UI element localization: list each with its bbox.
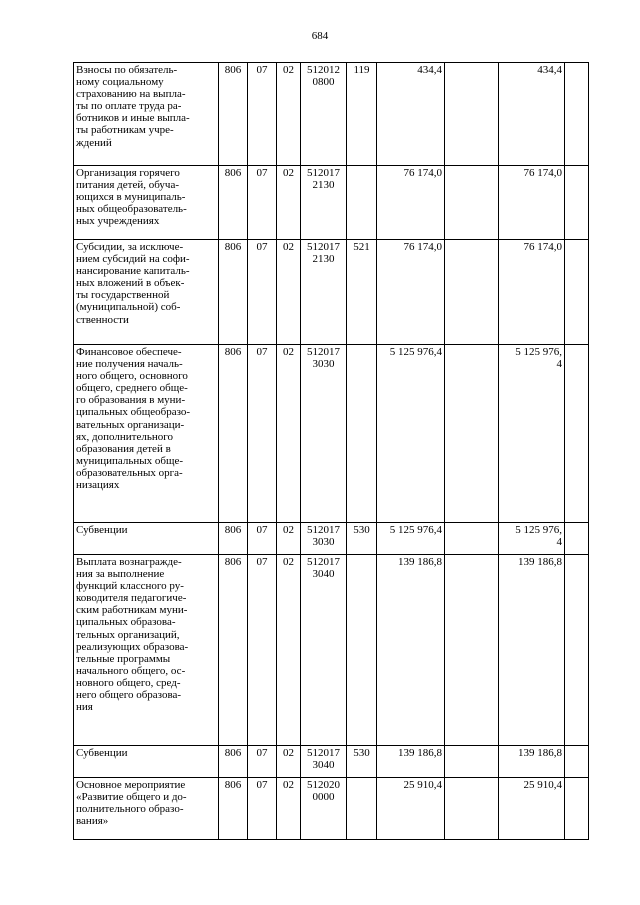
section-code: 07 — [248, 778, 277, 840]
target-code: 512017 2130 — [301, 166, 347, 240]
item-name: Организация горячего питания детей, обуча- ющихся в муниципаль- ных общеобразователь- ных учреждениях — [74, 166, 219, 240]
target-code: 512017 3030 — [301, 345, 347, 523]
expense-type-code: 530 — [347, 523, 377, 555]
amount-total: 5 125 976,4 — [377, 345, 445, 523]
amount-federal — [445, 555, 499, 746]
amount-total: 5 125 976,4 — [377, 523, 445, 555]
amount-extra — [565, 746, 589, 778]
ministry-code: 806 — [219, 240, 248, 345]
amount-total: 434,4 — [377, 63, 445, 166]
item-name: Выплата вознагражде- ния за выполнение функций классного ру- ководителя педагогиче- ским работникам муни- ципальных образова- тельных организаций, реализующих образова- тельные программы начального общего, ос- новного общего, сред- него общего образова- ния — [74, 555, 219, 746]
expense-type-code — [347, 778, 377, 840]
amount-regional: 76 174,0 — [499, 166, 565, 240]
item-name: Субсидии, за исключе- нием субсидий на софи- нансирование капиталь- ных вложений в объек- ты государственной (муниципальной) соб- ственности — [74, 240, 219, 345]
item-name: Субвенции — [74, 523, 219, 555]
ministry-code: 806 — [219, 345, 248, 523]
section-code: 07 — [248, 63, 277, 166]
section-code: 07 — [248, 746, 277, 778]
amount-regional: 25 910,4 — [499, 778, 565, 840]
amount-total: 76 174,0 — [377, 166, 445, 240]
amount-federal — [445, 746, 499, 778]
amount-total: 76 174,0 — [377, 240, 445, 345]
expense-type-code: 521 — [347, 240, 377, 345]
section-code: 07 — [248, 523, 277, 555]
amount-total: 139 186,8 — [377, 746, 445, 778]
ministry-code: 806 — [219, 555, 248, 746]
expense-type-code: 530 — [347, 746, 377, 778]
section-code: 07 — [248, 240, 277, 345]
subsection-code: 02 — [277, 778, 301, 840]
expense-type-code: 119 — [347, 63, 377, 166]
amount-extra — [565, 240, 589, 345]
amount-regional: 139 186,8 — [499, 555, 565, 746]
ministry-code: 806 — [219, 746, 248, 778]
subsection-code: 02 — [277, 555, 301, 746]
item-name: Субвенции — [74, 746, 219, 778]
target-code: 512017 3040 — [301, 555, 347, 746]
amount-extra — [565, 166, 589, 240]
subsection-code: 02 — [277, 746, 301, 778]
expense-type-code — [347, 345, 377, 523]
table-row — [74, 345, 589, 523]
amount-extra — [565, 555, 589, 746]
item-name: Финансовое обеспече- ние получения началь- ного общего, основного общего, среднего обще- го образования в муни- ципальных общеобразо- вательных организаци- ях, дополнительного образования детей в муниципальных обще- образовательных орга- низациях — [74, 345, 219, 523]
item-name: Взносы по обязатель- ному социальному страхованию на выпла- ты по оплате труда ра- ботников и иные выпла- ты работникам учре- ждений — [74, 63, 219, 166]
expense-type-code — [347, 555, 377, 746]
amount-federal — [445, 778, 499, 840]
amount-regional: 76 174,0 — [499, 240, 565, 345]
amount-federal — [445, 63, 499, 166]
amount-extra — [565, 778, 589, 840]
amount-regional: 434,4 — [499, 63, 565, 166]
amount-regional: 139 186,8 — [499, 746, 565, 778]
amount-extra — [565, 63, 589, 166]
table-row — [74, 778, 589, 840]
table-row — [74, 166, 589, 240]
subsection-code: 02 — [277, 240, 301, 345]
amount-federal — [445, 240, 499, 345]
amount-total: 25 910,4 — [377, 778, 445, 840]
amount-regional: 5 125 976, 4 — [499, 523, 565, 555]
budget-table — [73, 62, 589, 840]
amount-federal — [445, 523, 499, 555]
item-name: Основное мероприятие «Развитие общего и до- полнительного образо- вания» — [74, 778, 219, 840]
target-code: 512017 3040 — [301, 746, 347, 778]
target-code: 512020 0000 — [301, 778, 347, 840]
ministry-code: 806 — [219, 63, 248, 166]
amount-federal — [445, 166, 499, 240]
subsection-code: 02 — [277, 166, 301, 240]
amount-extra — [565, 345, 589, 523]
target-code: 512017 2130 — [301, 240, 347, 345]
table-row — [74, 523, 589, 555]
table-row — [74, 63, 589, 166]
section-code: 07 — [248, 166, 277, 240]
amount-total: 139 186,8 — [377, 555, 445, 746]
target-code: 512012 0800 — [301, 63, 347, 166]
table-row — [74, 746, 589, 778]
target-code: 512017 3030 — [301, 523, 347, 555]
subsection-code: 02 — [277, 63, 301, 166]
amount-regional: 5 125 976, 4 — [499, 345, 565, 523]
amount-federal — [445, 345, 499, 523]
ministry-code: 806 — [219, 778, 248, 840]
table-row — [74, 240, 589, 345]
amount-extra — [565, 523, 589, 555]
section-code: 07 — [248, 555, 277, 746]
subsection-code: 02 — [277, 345, 301, 523]
table-row — [74, 555, 589, 746]
section-code: 07 — [248, 345, 277, 523]
page-number: 684 — [311, 30, 329, 42]
ministry-code: 806 — [219, 523, 248, 555]
ministry-code: 806 — [219, 166, 248, 240]
subsection-code: 02 — [277, 523, 301, 555]
expense-type-code — [347, 166, 377, 240]
